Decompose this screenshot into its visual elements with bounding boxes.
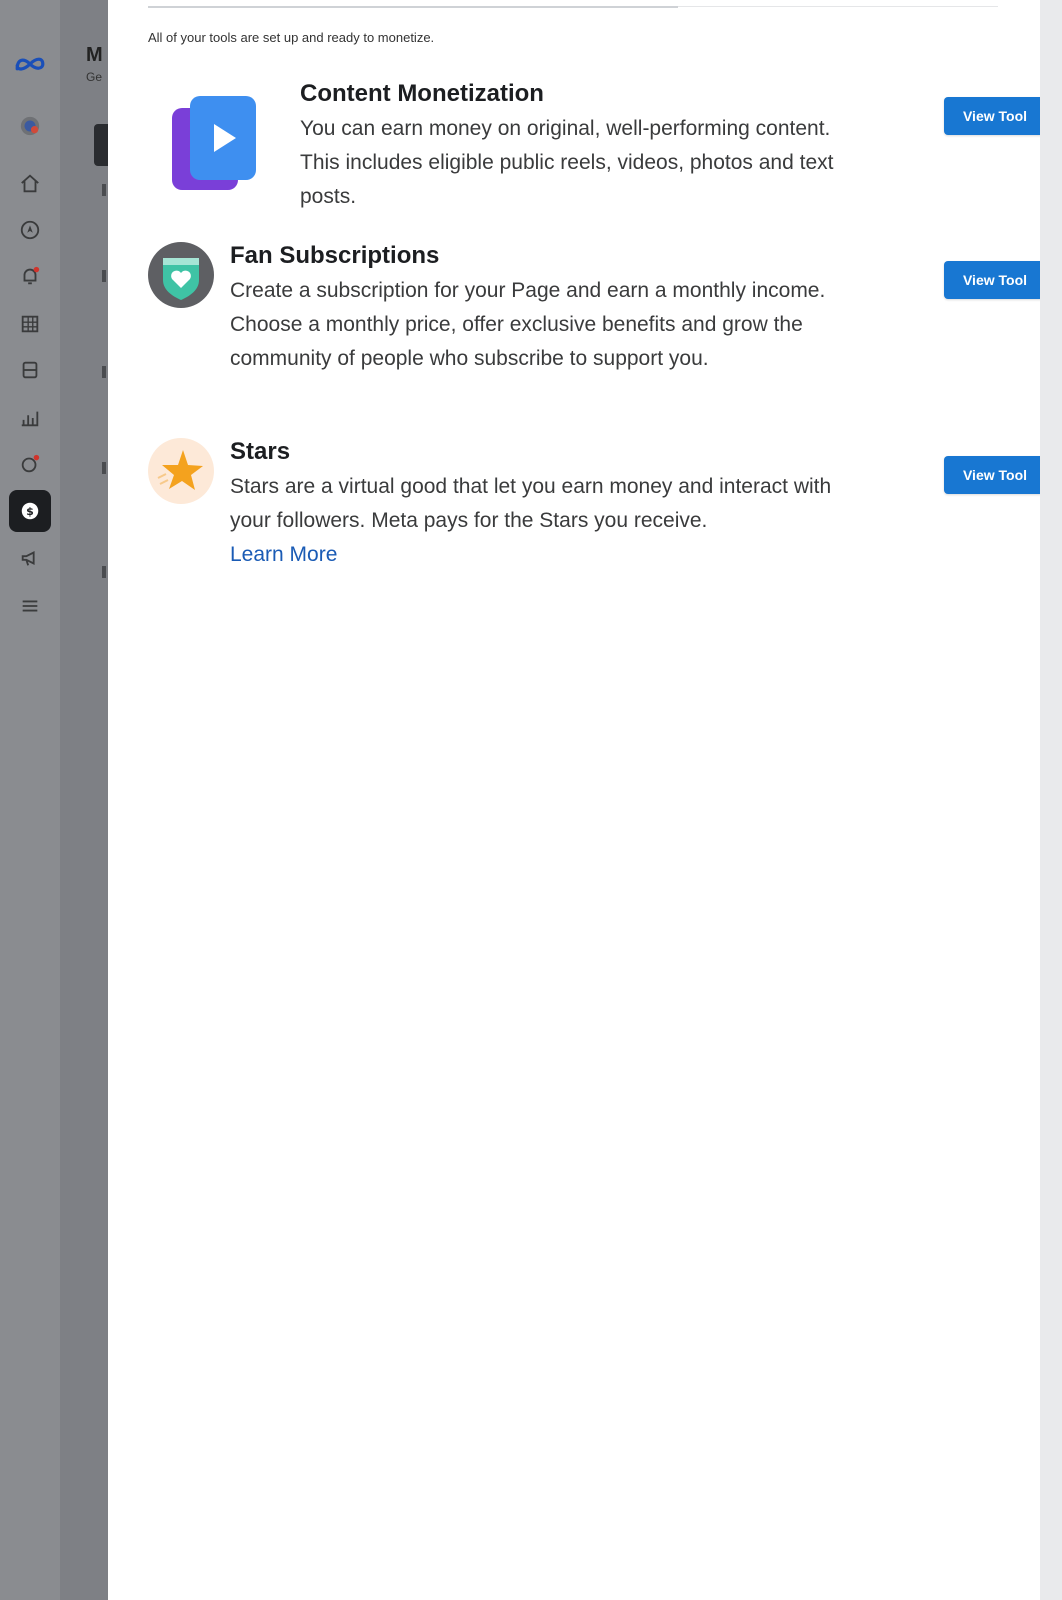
background-button bbox=[94, 124, 108, 166]
menu-icon[interactable] bbox=[14, 590, 46, 622]
calendar-grid-icon[interactable] bbox=[14, 308, 46, 340]
tool-content-monetization bbox=[148, 80, 1028, 220]
background-divider bbox=[102, 462, 106, 474]
left-nav-rail bbox=[0, 0, 60, 1600]
background-content bbox=[60, 0, 108, 1600]
tool-description bbox=[230, 470, 870, 572]
background-divider bbox=[102, 366, 106, 378]
tool-description: You can earn money on original, well-performing content. This includes eligible public reels, videos, photos and text posts. bbox=[300, 117, 834, 208]
svg-text:$: $ bbox=[26, 505, 34, 519]
window-edge bbox=[1040, 0, 1062, 1600]
meta-logo-icon[interactable] bbox=[14, 48, 46, 80]
tool-fan-subscriptions bbox=[148, 242, 1028, 412]
monetization-tools-panel bbox=[108, 0, 1040, 1600]
heart-badge-icon bbox=[148, 242, 214, 313]
view-tool-button[interactable]: View Tool bbox=[944, 261, 1046, 299]
view-tool-button[interactable]: View Tool bbox=[944, 97, 1046, 135]
divider bbox=[678, 6, 998, 7]
page-avatar-icon[interactable] bbox=[14, 110, 46, 142]
background-divider bbox=[102, 184, 106, 196]
tool-description: Create a subscription for your Page and earn a monthly income. Choose a monthly price, offer exclusive benefits and grow the community of people who subscribe to support you. bbox=[230, 279, 826, 370]
content-library-icon[interactable] bbox=[14, 354, 46, 386]
learn-more-link[interactable]: Learn More bbox=[230, 543, 338, 566]
active-tab-indicator bbox=[148, 6, 678, 8]
home-icon[interactable] bbox=[14, 168, 46, 200]
tab-underline bbox=[148, 6, 998, 9]
monetization-icon[interactable] bbox=[9, 490, 51, 532]
tool-title: Fan Subscriptions bbox=[230, 242, 440, 269]
tool-stars bbox=[148, 438, 1028, 578]
notifications-icon[interactable] bbox=[14, 260, 46, 292]
compass-icon[interactable] bbox=[14, 214, 46, 246]
tool-title: Content Monetization bbox=[300, 80, 544, 107]
background-subtitle: Ge bbox=[86, 70, 103, 84]
insights-chart-icon[interactable] bbox=[14, 402, 46, 434]
ads-megaphone-icon[interactable] bbox=[14, 542, 46, 574]
background-title: M bbox=[86, 44, 103, 66]
engagement-icon[interactable] bbox=[14, 448, 46, 480]
background-divider bbox=[102, 566, 106, 578]
tool-title: Stars bbox=[230, 438, 291, 465]
background-divider bbox=[102, 270, 106, 282]
play-video-icon bbox=[168, 92, 258, 201]
background-app bbox=[0, 0, 108, 1600]
intro-text: All of your tools are set up and ready to monetize. bbox=[148, 30, 435, 45]
star-icon bbox=[148, 438, 214, 509]
tool-description-text: Stars are a virtual good that let you earn money and interact with your followers. Meta pays for the Stars you receive. bbox=[230, 475, 832, 532]
view-tool-button[interactable]: View Tool bbox=[944, 456, 1046, 494]
